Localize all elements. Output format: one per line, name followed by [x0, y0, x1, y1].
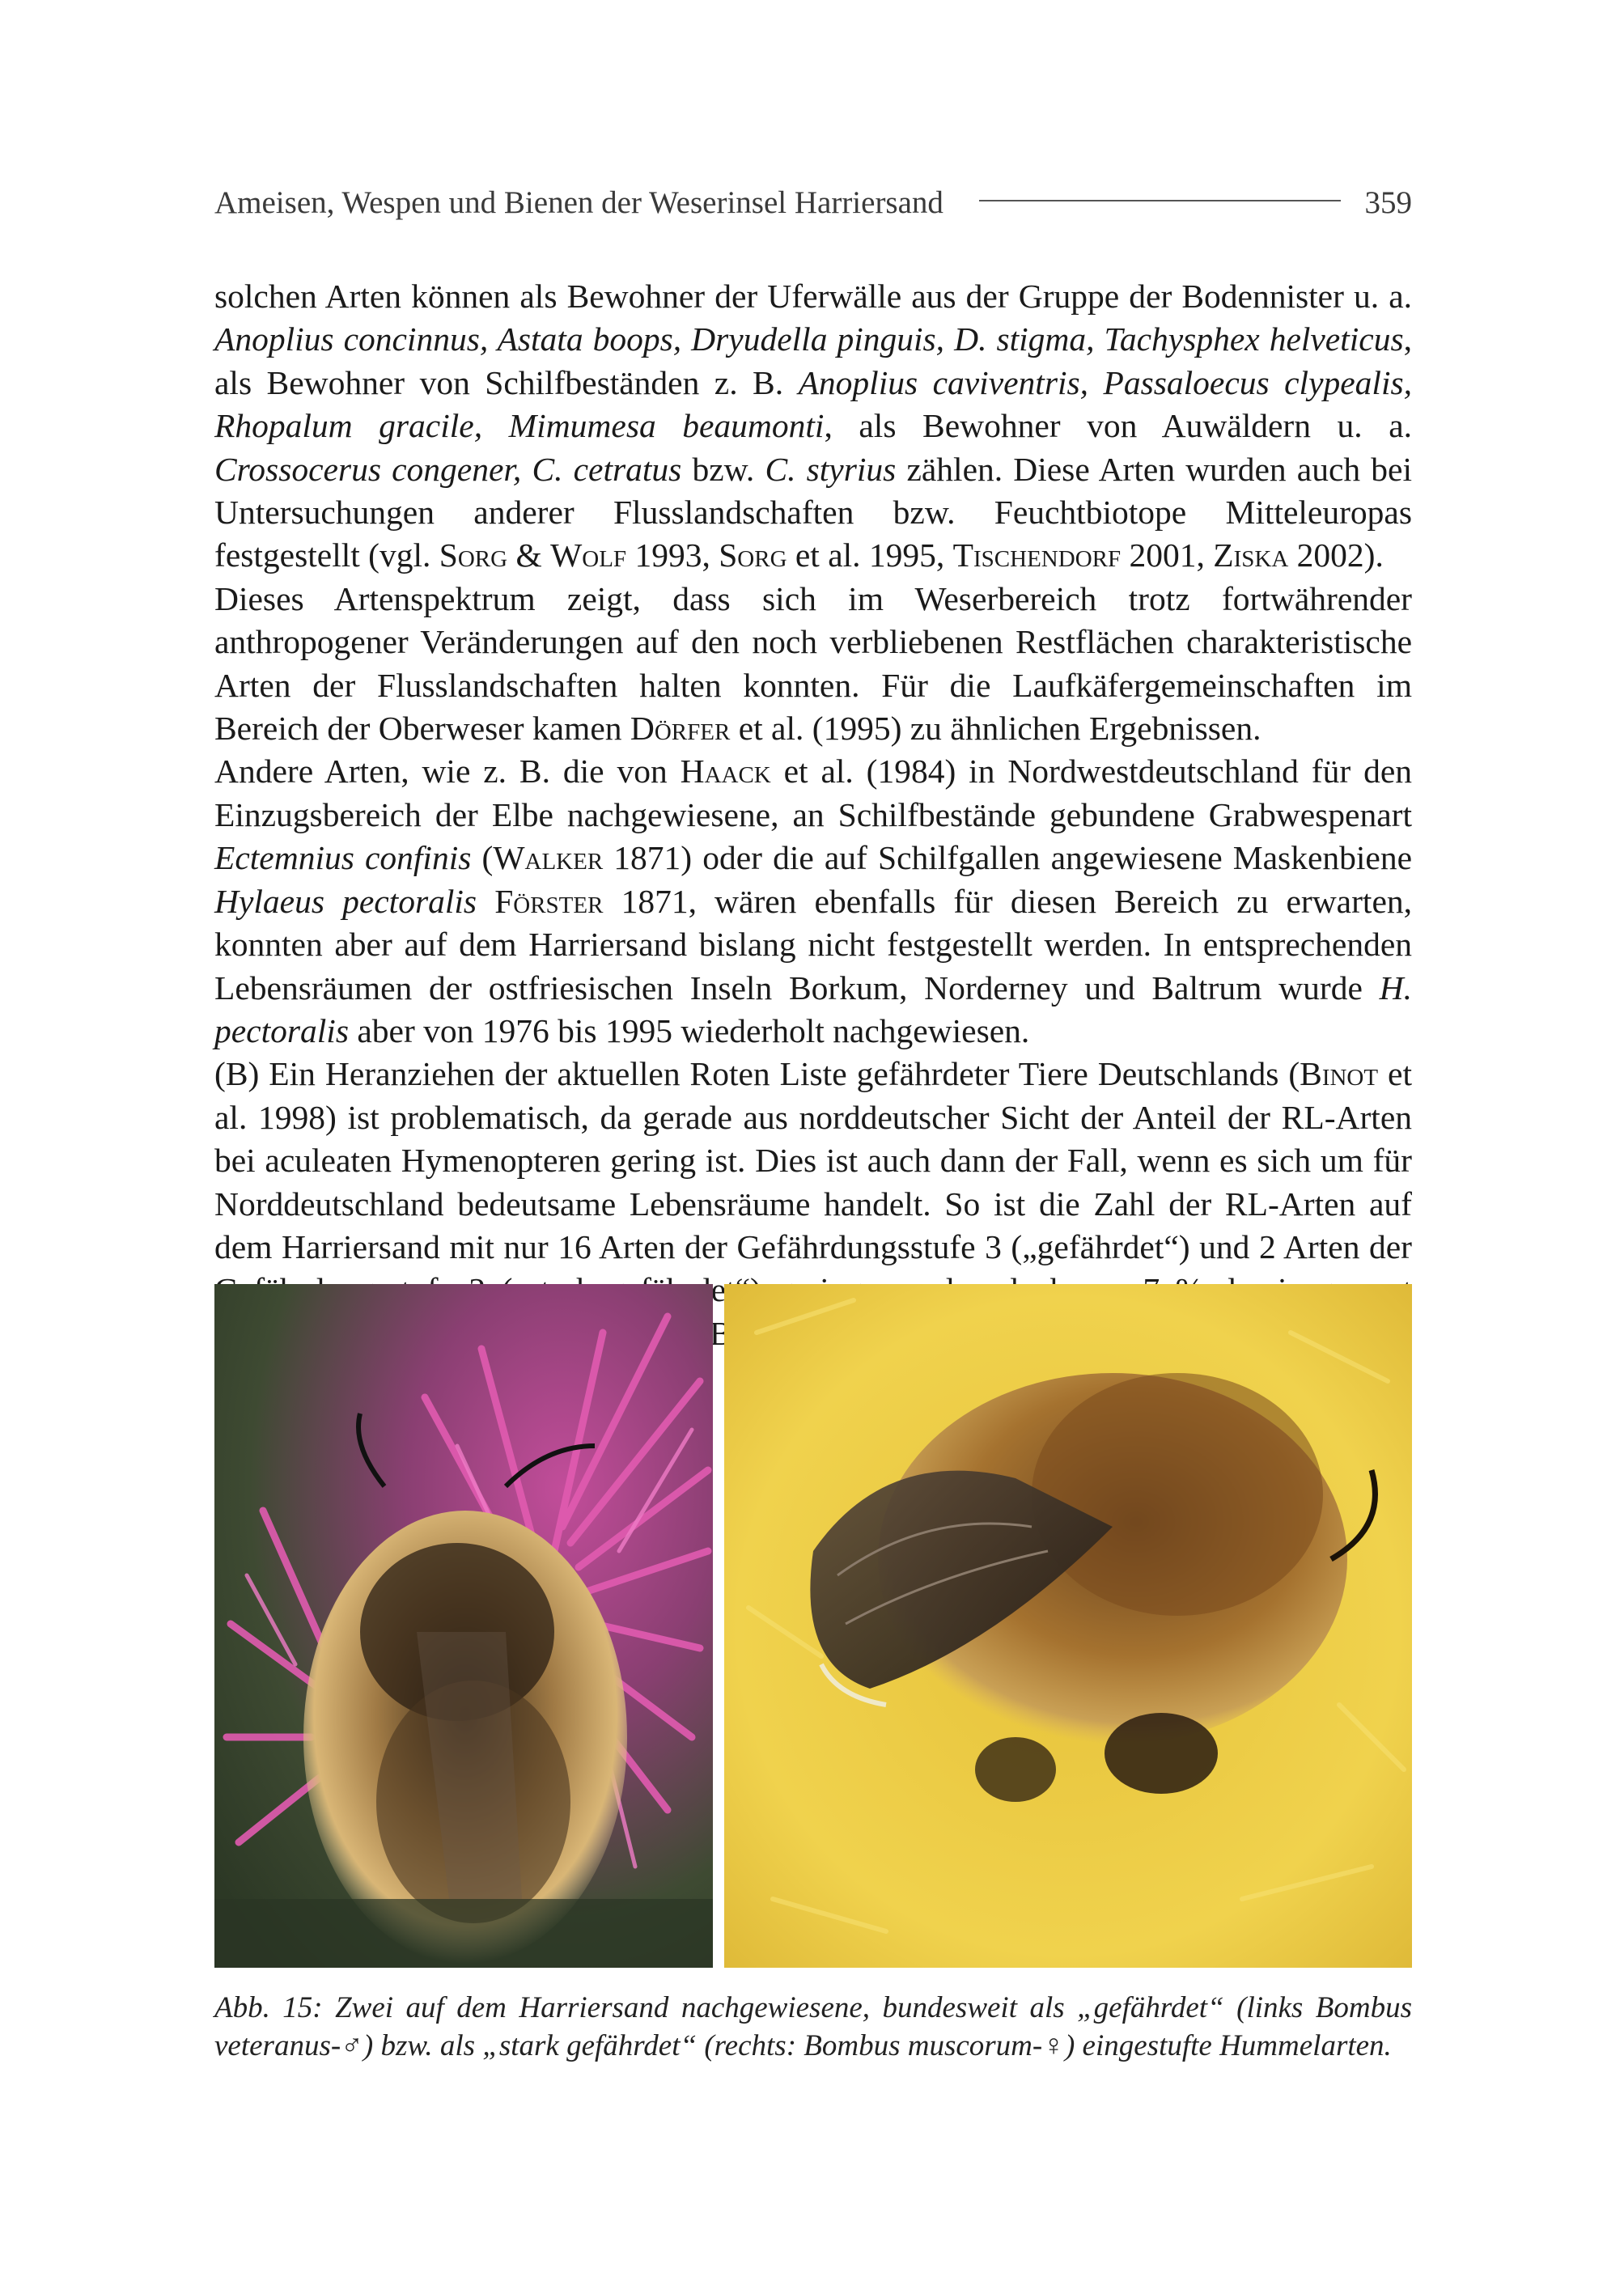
paragraph-4: (B) Ein Heranziehen der aktuellen Roten Liste gefährdeter Tiere Deutschlands (Binot et al. 1998) ist problematisch, da gerade aus norddeutscher Sicht der Anteil der RL-Arten bei aculeaten Hymenopteren gering ist. Dies ist auch dann der Fall, wenn es sich um für Norddeutschland bedeutsame Lebensräume handelt. So ist die Zahl der RL-Arten auf dem Harriersand mit nur 16 Arten der Gefährdungsstufe 3 („gefährdet“) und 2 Arten der: [214, 1055, 1412, 1265]
paragraph-3: Andere Arten, wie z. B. die von Haack et al. (1984) in Nordwestdeutschland für den Einzugsbereich der Elbe nachgewiesene, an Schilfbestände gebundene Grabwespenart Ectemnius confinis (Walker 1871) oder die auf Schilfgallen angewiesene Maskenbiene Hylaeus pectoralis Förster 1871, wären ebenfalls für diesen Bereich zu erwarten, konnten aber auf dem Harriersand bislang nicht festgestellt werden. In entsprechenden Lebensräumen der ostfriesischen Inseln Borkum, Norderney und Baltrum wurde H. pectoralis aber von 1976 bis 1995 wiederholt nachgewiesen.: [214, 752, 1412, 1049]
page-number: 359: [1364, 184, 1412, 220]
caption-text: Zwei auf dem Harriersand nachgewiesene, bundesweit als „gefährdet“ (links Bombus veteranus-♂) bzw. als „stark gefährdet“ (rechts: Bombus muscorum-♀) eingestufte Hummelarten.: [214, 1991, 1412, 2062]
running-title: Ameisen, Wespen und Bienen der Weserinsel Harriersand: [214, 184, 943, 220]
paragraph-1: solchen Arten können als Bewohner der Uferwälle aus der Gruppe der Bodennister u. a. Anoplius concinnus, Astata boops, Dryudella pinguis, D. stigma, Tachysphex helveticus, als Bewohner von Schilfbeständen z. B. Anoplius caviventris, Passaloecus clypealis, Rhopalum gracile, Mimumesa beaumonti, als Bewohner von Auwäldern u. a. Crossocerus congener, C. cetratus bzw. C. styrius zählen. Diese Arten wurden auch bei Untersuchungen anderer Flusslandschaften bzw. Feuchtbiotope Mitteleuropas festgestellt (vgl. Sorg & Wolf 1993, Sorg et al. 1995, Tischendorf 2001, Ziska 2002).: [214, 278, 1413, 574]
paragraph-2: Dieses Artenspektrum zeigt, dass sich im Weserbereich trotz fortwährender anthropogener Veränderungen auf den noch verbliebenen Restflächen charakteristische Arten der Flusslandschaften halten konnten. Für die Laufkäfergemeinschaften im Bereich der Oberweser kamen Dörfer et al. (1995) zu ähnlichen Ergebnissen.: [214, 579, 1412, 748]
photo-bombus-muscorum: [724, 1284, 1412, 1968]
running-header: [214, 178, 1412, 227]
header-rule: [979, 200, 1341, 201]
figure-caption: [214, 1989, 1412, 2065]
body-text: [214, 275, 1412, 1355]
photo-bombus-veteranus: [214, 1284, 713, 1968]
figure-15: [214, 1284, 1412, 1968]
caption-label: Abb. 15:: [214, 1991, 323, 2024]
